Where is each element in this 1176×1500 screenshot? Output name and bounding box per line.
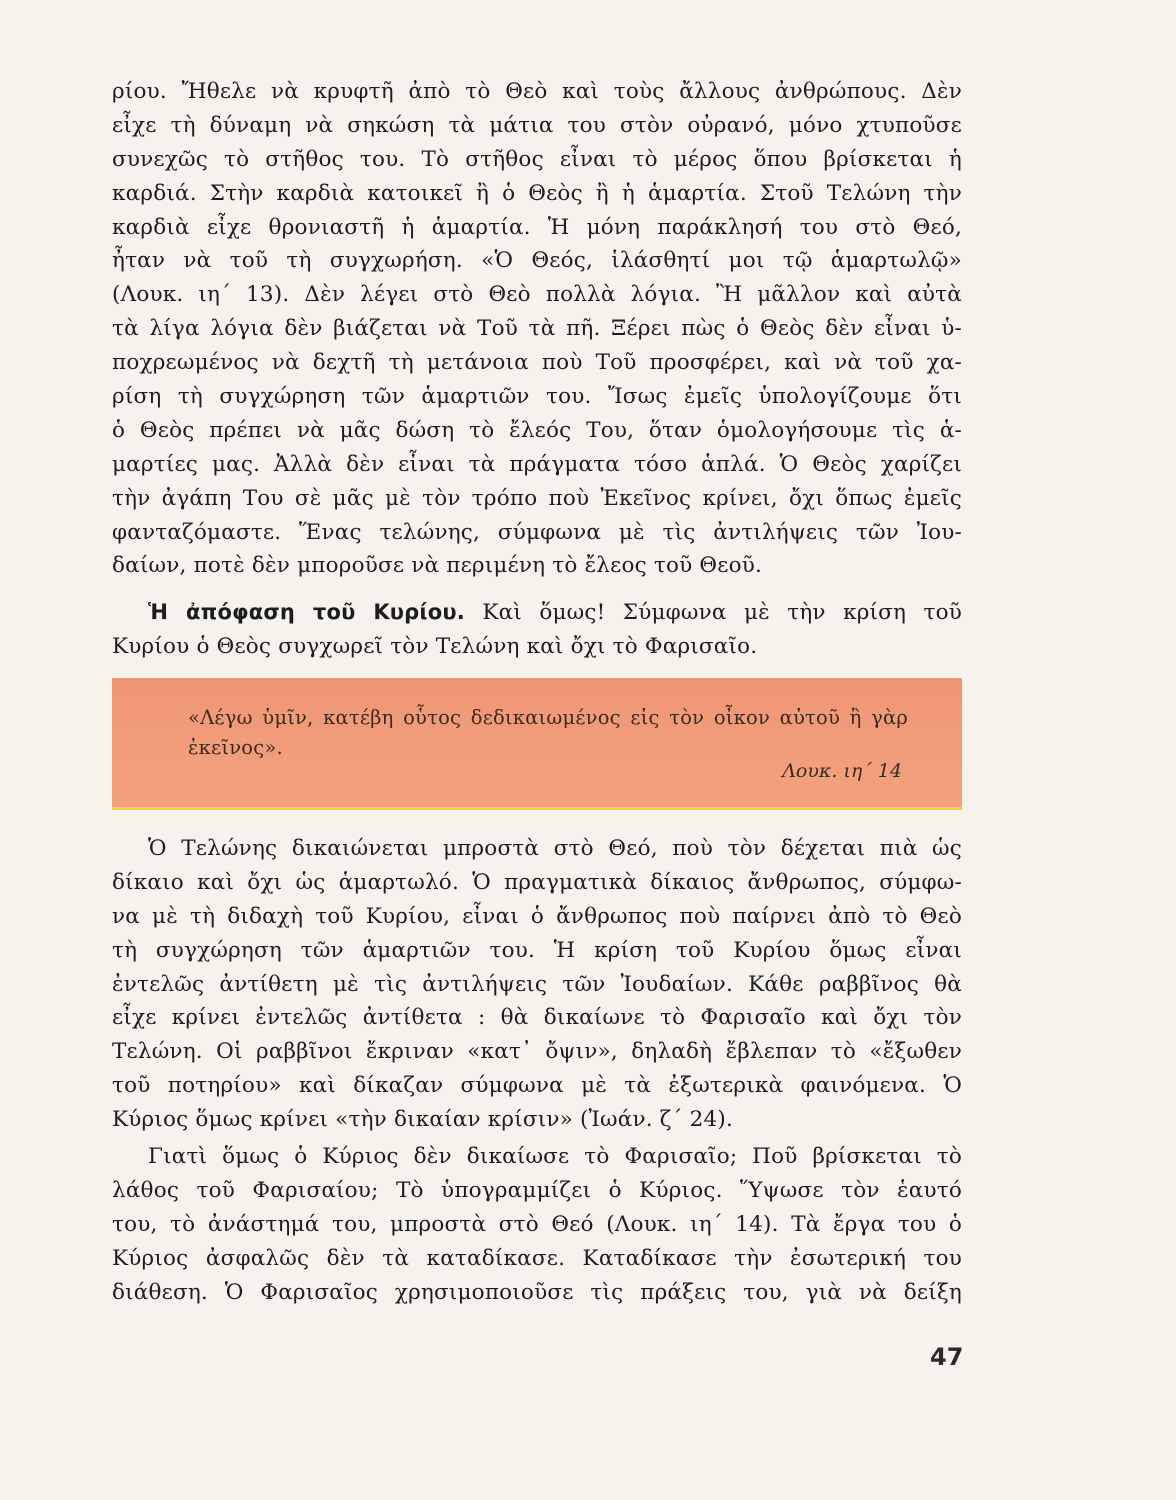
text-line: δίκαιο καὶ ὄχι ὡς ἁμαρτωλό. Ὁ πραγματικὰ δίκαιος ἄνθρωπος, σύμφω- (112, 869, 962, 895)
quote-line: «Λέγω ὑμῖν, κατέβη οὗτος δεδικαιωμένος εἰς τὸν οἶκον αὐτοῦ ἢ γὰρ (188, 706, 908, 729)
text-line: φανταζόμαστε. Ἕνας τελώνης, σύμφωνα μὲ τὶς ἀντιλήψεις τῶν Ἰου- (112, 519, 962, 545)
paragraph-last (112, 1140, 962, 1309)
scripture-quote-box (112, 678, 962, 810)
text-line: καρδιὰ εἶχε θρονιαστῆ ἡ ἁμαρτία. Ἡ μόνη παράκλησή του στὸ Θεό, (112, 214, 962, 240)
text-line: δαίων, ποτὲ δὲν μποροῦσε νὰ περιμένη τὸ ἔλεος τοῦ Θεοῦ. (112, 553, 763, 579)
text-line: να μὲ τὴ διδαχὴ τοῦ Κυρίου, εἶναι ὁ ἄνθρωπος ποὺ παίρνει ἀπὸ τὸ Θεὸ (112, 903, 962, 929)
text-line: τὰ λίγα λόγια δὲν βιάζεται νὰ Τοῦ τὰ πῆ. Ξέρει πὼς ὁ Θεὸς δὲν εἶναι ὑ- (112, 316, 962, 342)
text-line: διάθεση. Ὁ Φαρισαῖος χρησιμοποιοῦσε τὶς πράξεις του, γιὰ νὰ δείξη (112, 1279, 962, 1305)
text-line: τοῦ ποτηρίου» καὶ δίκαζαν σύμφωνα μὲ τὰ ἐξωτερικὰ φαινόμενα. Ὁ (112, 1073, 962, 1099)
text-line: ρίση τὴ συγχώρηση τῶν ἁμαρτιῶν του. Ἴσως ἐμεῖς ὑπολογίζουμε ὅτι (112, 384, 962, 410)
text-line: Γιατὶ ὅμως ὁ Κύριος δὲν δικαίωσε τὸ Φαρισαῖο; Ποῦ βρίσκεται τὸ (148, 1144, 962, 1169)
quote-text (188, 703, 908, 763)
text-line: ρίου. Ἤθελε νὰ κρυφτῆ ἀπὸ τὸ Θεὸ καὶ τοὺς ἄλλους ἀνθρώπους. Δὲν (112, 79, 962, 104)
text-line: συνεχῶς τὸ στῆθος του. Τὸ στῆθος εἶναι τὸ μέρος ὅπου βρίσκεται ἡ (112, 146, 962, 172)
text-line: εἶχε κρίνει ἐντελῶς ἀντίθετα : θὰ δικαίωνε τὸ Φαρισαῖο καὶ ὄχι τὸν (112, 1005, 962, 1031)
text-line: τὴν ἀγάπη Του σὲ μᾶς μὲ τὸν τρόπο ποὺ Ἐκεῖνος κρίνει, ὄχι ὅπως ἐμεῖς (112, 485, 962, 511)
text-line: λάθος τοῦ Φαρισαίου; Τὸ ὑπογραμμίζει ὁ Κύριος. Ὕψωσε τὸν ἑαυτό (112, 1177, 962, 1203)
text-line: μαρτίες μας. Ἀλλὰ δὲν εἶναι τὰ πράγματα τόσο ἁπλά. Ὁ Θεὸς χαρίζει (112, 451, 962, 477)
text-line: Τελώνη. Οἱ ραββῖνοι ἔκριναν «κατ᾽ ὄψιν», δηλαδὴ ἔβλεπαν τὸ «ἔξωθεν (112, 1039, 962, 1065)
paragraph-top (112, 75, 962, 583)
text-line: ἐντελῶς ἀντίθετη μὲ τὶς ἀντιλήψεις τῶν Ἰουδαίων. Κάθε ραββῖνος θὰ (112, 971, 962, 997)
section-heading: Ἡ ἀπόφαση τοῦ Κυρίου. (148, 600, 465, 624)
quote-reference: Λουκ. ιη΄ 14 (782, 760, 902, 782)
text-line: του, τὸ ἀνάστημά του, μπροστὰ στὸ Θεό (Λουκ. ιη΄ 14). Τὰ ἔργα του ὁ (112, 1211, 962, 1237)
text-line: Κύριος ὅμως κρίνει «τὴν δικαίαν κρίσιν» (Ἰωάν. ζ΄ 24). (112, 1107, 734, 1133)
text-line: Ὁ Τελώνης δικαιώνεται μπροστὰ στὸ Θεό, ποὺ τὸν δέχεται πιὰ ὡς (148, 836, 962, 861)
paragraph-verdict (112, 596, 962, 664)
text-line (112, 596, 962, 630)
text-line: ἦταν νὰ τοῦ τὴ συγχωρήση. «Ὁ Θεός, ἱλάσθητί μοι τῷ ἁμαρτωλῷ» (112, 248, 962, 274)
text-line: Κύριος ἀσφαλῶς δὲν τὰ καταδίκασε. Καταδίκασε τὴν ἐσωτερική του (112, 1245, 962, 1271)
text-line: καρδιά. Στὴν καρδιὰ κατοικεῖ ἢ ὁ Θεὸς ἢ ἡ ἁμαρτία. Στοῦ Τελώνη τὴν (112, 180, 962, 206)
text-span: Καὶ ὅμως! Σύμφωνα μὲ τὴν κρίση τοῦ (464, 600, 962, 625)
paragraph-bottom (112, 832, 962, 1137)
quote-line: ἐκεῖνος». (188, 736, 283, 759)
page-number: 47 (930, 1343, 964, 1371)
text-line: τὴ συγχώρηση τῶν ἁμαρτιῶν του. Ἡ κρίση τοῦ Κυρίου ὅμως εἶναι (112, 937, 962, 963)
text-line: εἶχε τὴ δύναμη νὰ σηκώση τὰ μάτια του στὸν οὐρανό, μόνο χτυποῦσε (112, 112, 962, 138)
text-line: Κυρίου ὁ Θεὸς συγχωρεῖ τὸν Τελώνη καὶ ὄχι τὸ Φαρισαῖο. (112, 633, 758, 659)
text-line: (Λουκ. ιη΄ 13). Δὲν λέγει στὸ Θεὸ πολλὰ λόγια. Ἢ μᾶλλον καὶ αὐτὰ (112, 282, 962, 308)
text-line: ὁ Θεὸς πρέπει νὰ μᾶς δώση τὸ ἔλεός Του, ὅταν ὁμολογήσουμε τὶς ἁ- (112, 417, 962, 443)
text-line: ποχρεωμένος νὰ δεχτῆ τὴ μετάνοια ποὺ Τοῦ προσφέρει, καὶ νὰ τοῦ χα- (112, 350, 962, 376)
